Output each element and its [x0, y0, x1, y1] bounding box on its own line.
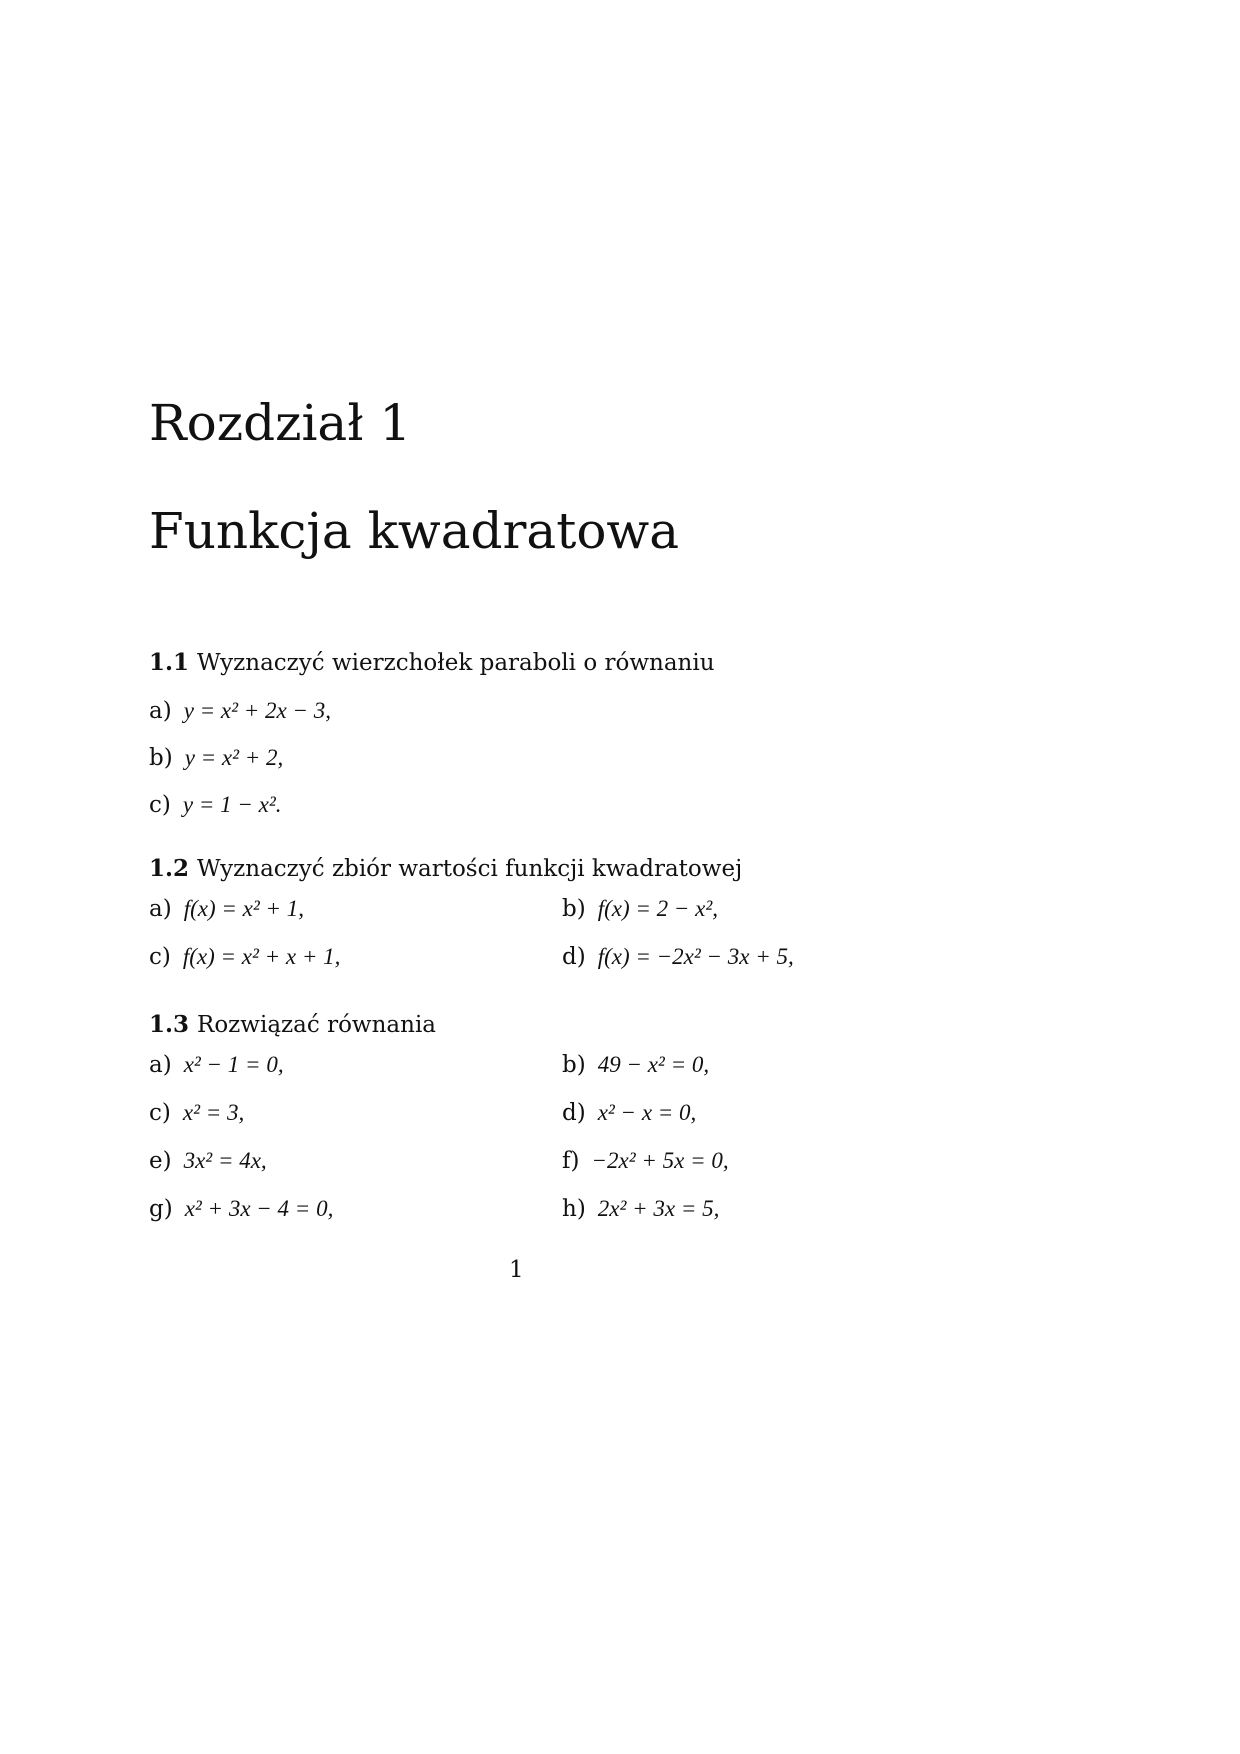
- item-label: d): [562, 1100, 586, 1126]
- list-item: [562, 1101, 696, 1125]
- item-label: a): [149, 698, 172, 724]
- list-item: [149, 699, 331, 723]
- item-label: b): [562, 896, 586, 922]
- list-item: [562, 945, 794, 969]
- item-expression: 2x² + 3x = 5,: [597, 1196, 720, 1221]
- list-item: [149, 897, 304, 921]
- list-item: [562, 1197, 719, 1221]
- item-expression: y = x² + 2,: [184, 745, 284, 770]
- problem-heading-1-3: [149, 1013, 436, 1037]
- problem-text: Wyznaczyć zbiór wartości funkcji kwadratowej: [197, 856, 743, 882]
- item-label: c): [149, 1100, 171, 1126]
- chapter-label: Rozdział 1: [149, 394, 412, 452]
- item-label: a): [149, 896, 172, 922]
- problem-heading-1-1: [149, 651, 715, 675]
- problem-number: 1.3: [149, 1011, 190, 1038]
- item-expression: −2x² + 5x = 0,: [591, 1148, 729, 1173]
- problem-text: Wyznaczyć wierzchołek paraboli o równaniu: [197, 650, 715, 676]
- item-expression: y = x² + 2x − 3,: [183, 698, 332, 723]
- list-item: [149, 945, 340, 969]
- item-label: c): [149, 944, 171, 970]
- list-item: [562, 897, 718, 921]
- problem-number: 1.2: [149, 855, 190, 882]
- list-item: [149, 1149, 267, 1173]
- item-expression: x² − x = 0,: [597, 1100, 697, 1125]
- list-item: [149, 793, 281, 817]
- list-item: [562, 1053, 709, 1077]
- list-item: [149, 746, 283, 770]
- item-label: f): [562, 1148, 580, 1174]
- item-expression: 49 − x² = 0,: [597, 1052, 710, 1077]
- item-expression: f(x) = −2x² − 3x + 5,: [597, 944, 794, 969]
- item-label: h): [562, 1196, 586, 1222]
- item-label: c): [149, 792, 171, 818]
- item-label: d): [562, 944, 586, 970]
- list-item: [149, 1101, 244, 1125]
- item-expression: f(x) = 2 − x²,: [597, 896, 719, 921]
- item-expression: 3x² = 4x,: [183, 1148, 267, 1173]
- item-expression: x² = 3,: [182, 1100, 245, 1125]
- item-label: g): [149, 1196, 173, 1222]
- item-expression: x² − 1 = 0,: [183, 1052, 284, 1077]
- item-label: b): [562, 1052, 586, 1078]
- item-expression: x² + 3x − 4 = 0,: [184, 1196, 334, 1221]
- item-expression: y = 1 − x².: [182, 792, 282, 817]
- item-expression: f(x) = x² + 1,: [183, 896, 304, 921]
- list-item: [149, 1053, 284, 1077]
- item-label: e): [149, 1148, 172, 1174]
- list-item: [149, 1197, 333, 1221]
- item-expression: f(x) = x² + x + 1,: [182, 944, 341, 969]
- chapter-title: Funkcja kwadratowa: [149, 502, 680, 560]
- item-label: b): [149, 745, 173, 771]
- item-label: a): [149, 1052, 172, 1078]
- problem-text: Rozwiązać równania: [197, 1012, 437, 1038]
- problem-heading-1-2: [149, 857, 742, 881]
- problem-number: 1.1: [149, 649, 190, 676]
- page-number: 1: [509, 1257, 524, 1283]
- list-item: [562, 1149, 729, 1173]
